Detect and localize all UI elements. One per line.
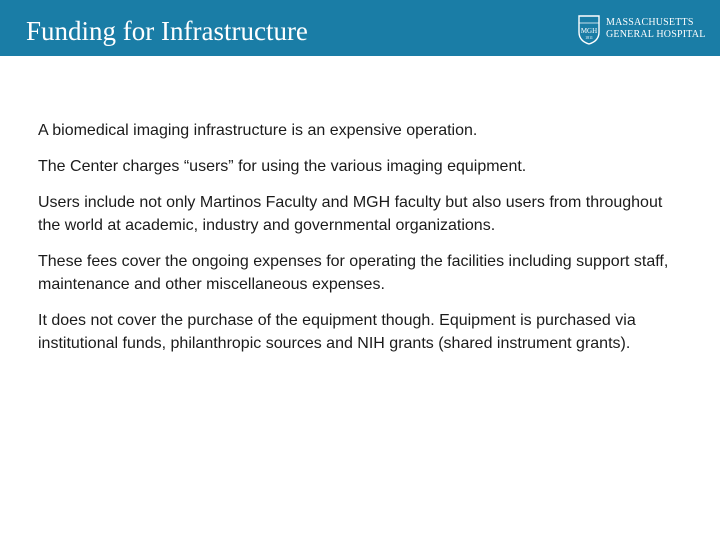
title-bar xyxy=(0,0,720,56)
logo-wordmark xyxy=(606,17,706,41)
paragraph-1: A biomedical imaging infrastructure is an expensive operation. xyxy=(38,122,478,139)
paragraph-3: Users include not only Martinos Faculty and MGH faculty but also users from throughout the world at academic, industry and governmental organizations. xyxy=(38,194,663,234)
logo-emblem-year: 1811 xyxy=(585,35,593,40)
logo-emblem-text: MGH xyxy=(580,27,598,35)
mgh-shield-icon xyxy=(578,15,600,45)
slide-title: Funding for Infrastructure xyxy=(26,16,308,46)
logo-line-2: GENERAL HOSPITAL xyxy=(606,29,706,40)
paragraph-4: These fees cover the ongoing expenses for operating the facilities including support staff, maintenance and other miscellaneous expenses. xyxy=(38,253,669,293)
paragraph-2: The Center charges “users” for using the various imaging equipment. xyxy=(38,158,527,175)
logo-line-1: MASSACHUSETTS xyxy=(606,17,694,28)
paragraph-5: It does not cover the purchase of the equipment though. Equipment is purchased via institutional funds, philanthropic sources and NIH grants (shared instrument grants). xyxy=(38,312,636,352)
slide-body xyxy=(38,119,678,368)
